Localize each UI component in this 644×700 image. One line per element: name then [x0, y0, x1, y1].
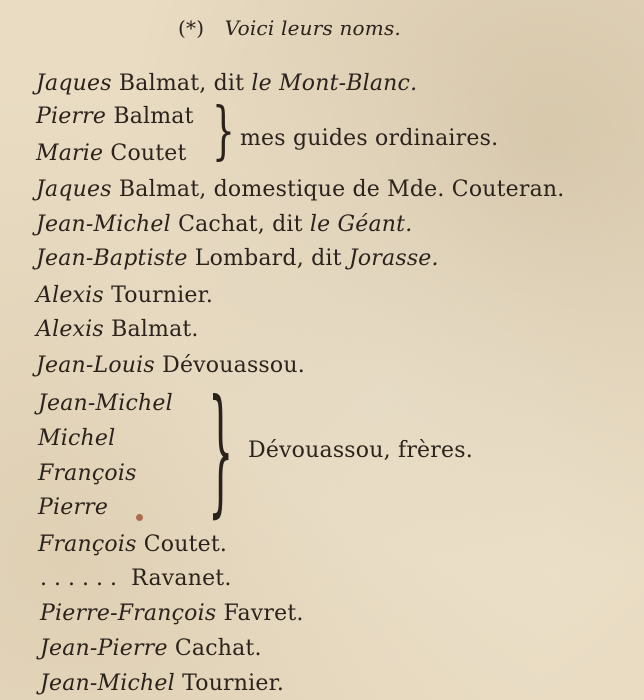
guides-group-label: mes guides ordinaires.	[240, 126, 499, 151]
surname: Coutet.	[143, 532, 228, 557]
surname: Lombard	[194, 246, 297, 271]
surname: Cachat.	[174, 636, 262, 661]
name-line	[36, 211, 412, 239]
given-name: Jean-Michel	[40, 671, 175, 696]
footnote-heading	[178, 14, 401, 42]
surname: Tournier.	[111, 283, 214, 308]
given-name: Pierre-François	[40, 601, 217, 626]
given-name: Alexis	[36, 317, 104, 342]
name-epithet: le Mont-Blanc.	[251, 71, 418, 96]
given-name: Pierre	[38, 495, 109, 520]
footnote-title: Voici leurs noms.	[224, 16, 401, 40]
surname: Balmat.	[111, 317, 199, 342]
name-line	[36, 316, 199, 344]
given-name: François	[38, 461, 137, 486]
given-name: François	[38, 532, 137, 557]
given-name: Pierre	[36, 104, 107, 129]
name-line	[36, 282, 213, 310]
name-line	[40, 635, 262, 663]
surname: Coutet	[110, 141, 187, 166]
given-name: Marie	[36, 141, 104, 166]
given-name: Jaques	[36, 71, 112, 96]
name-epithet: le Géant.	[309, 212, 413, 237]
given-name: Jean-Louis	[36, 353, 155, 378]
surname: Balmat	[113, 104, 194, 129]
name-line	[36, 103, 194, 131]
name-line	[36, 70, 417, 98]
name-line	[40, 565, 232, 593]
surname: Balmat	[118, 177, 200, 202]
name-line	[40, 600, 304, 628]
brothers-group-label: Dévouassou, frères.	[248, 438, 473, 463]
given-name: Alexis	[36, 283, 104, 308]
given-name: Michel	[38, 426, 116, 451]
name-remark: , dit	[257, 212, 310, 237]
right-brace: }	[208, 373, 234, 533]
name-line	[36, 352, 305, 380]
ellipsis-prefix: ......	[40, 566, 124, 591]
surname: Favret.	[223, 601, 304, 626]
name-line	[38, 425, 115, 453]
right-brace: }	[212, 95, 235, 168]
name-line	[40, 670, 284, 698]
surname: Dévouassou.	[162, 353, 305, 378]
name-remark: , domestique de Mde. Couteran.	[199, 177, 565, 202]
given-name: Jean-Michel	[38, 391, 173, 416]
name-remark: , dit	[296, 246, 349, 271]
name-line	[38, 494, 108, 522]
surname: Balmat	[118, 71, 200, 96]
name-line	[38, 390, 173, 418]
given-name: Jean-Michel	[36, 212, 171, 237]
name-epithet: Jorasse.	[348, 246, 439, 271]
surname: Tournier.	[182, 671, 285, 696]
given-name: Jean-Baptiste	[36, 246, 188, 271]
surname: Ravanet.	[131, 566, 232, 591]
name-line	[38, 531, 227, 559]
name-line	[38, 460, 137, 488]
given-name: Jean-Pierre	[40, 636, 168, 661]
surname: Cachat	[178, 212, 258, 237]
name-line	[36, 176, 565, 204]
footnote-marker: (*)	[178, 16, 205, 40]
given-name: Jaques	[36, 177, 112, 202]
ink-spot	[136, 514, 143, 521]
name-line	[36, 245, 439, 273]
name-remark: , dit	[199, 71, 252, 96]
name-line	[36, 140, 187, 168]
